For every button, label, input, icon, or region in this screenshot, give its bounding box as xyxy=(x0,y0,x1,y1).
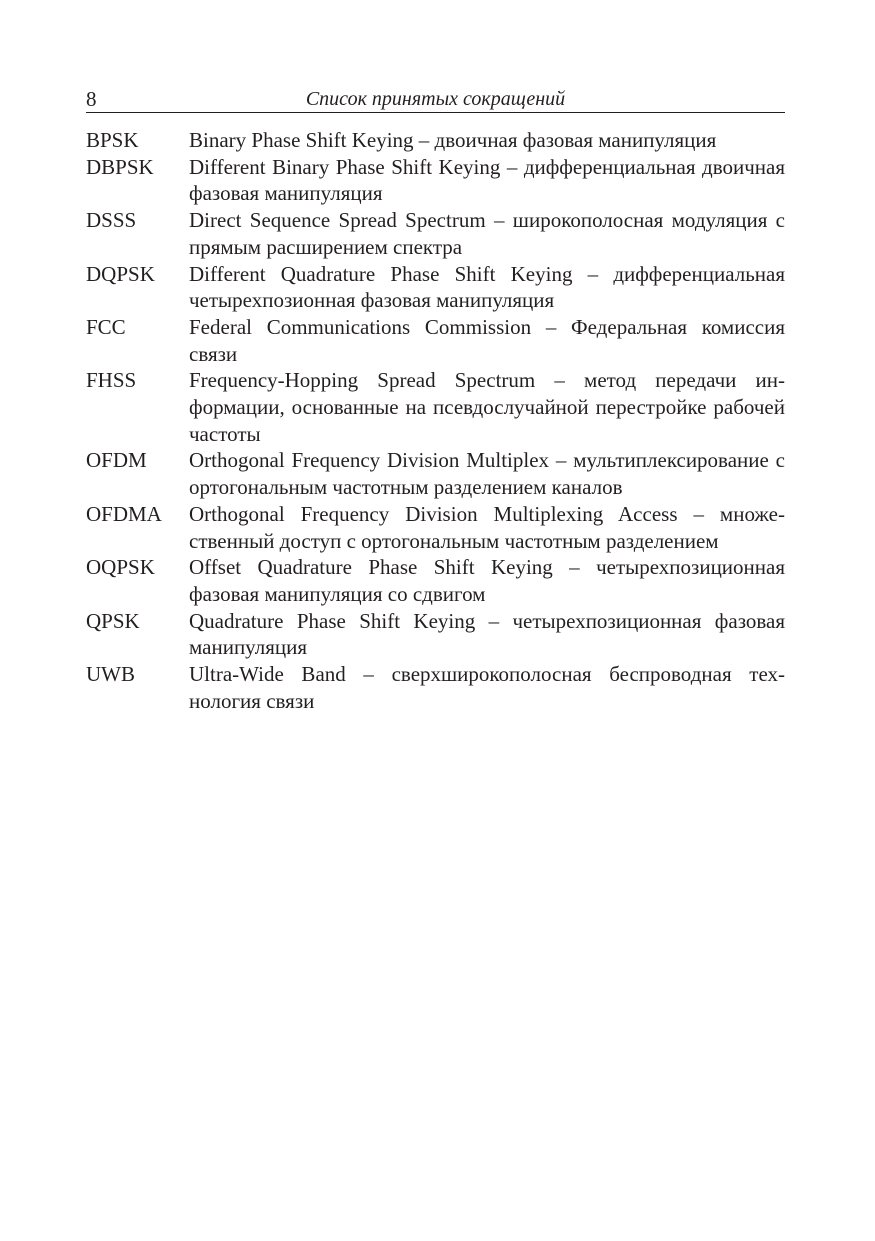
abbreviation-term: QPSK xyxy=(86,608,140,633)
abbreviation-term: FHSS xyxy=(86,368,137,393)
abbreviation-term: DSSS xyxy=(86,208,137,233)
abbreviation-term: OFDM xyxy=(86,448,147,473)
abbreviation-term: OQPSK xyxy=(86,555,155,580)
abbreviation-definition: Quadrature Phase Shift Keying – четырехпозиционная фазовая манипуляция xyxy=(189,608,785,660)
abbreviation-term: UWB xyxy=(86,662,135,687)
list-item xyxy=(86,367,785,447)
list-item xyxy=(86,314,785,367)
page-number: 8 xyxy=(86,87,97,111)
abbreviation-term: BPSK xyxy=(86,128,139,152)
abbreviation-term: DBPSK xyxy=(86,154,154,179)
list-item xyxy=(86,447,785,500)
running-title: Список принятых сокращений xyxy=(305,88,566,110)
page-header xyxy=(86,86,785,113)
abbreviation-definition: Orthogonal Frequency Division Multiplexing Access – множественный доступ с ортогональным частотным разделением xyxy=(189,501,785,553)
abbreviation-definition: Different Binary Phase Shift Keying – дифференциальная двоичная фазовая манипуляция xyxy=(189,154,785,206)
abbreviation-list xyxy=(86,127,785,714)
abbreviation-definition: Direct Sequence Spread Spectrum – широкополосная модуляция с прямым расширением спектра xyxy=(189,208,785,259)
list-item xyxy=(86,661,785,714)
list-item xyxy=(86,608,785,661)
abbreviation-term: FCC xyxy=(86,314,126,339)
list-item xyxy=(86,554,785,607)
abbreviation-definition: Offset Quadrature Phase Shift Keying – четырехпозиционная фазовая манипуляция со сдвигом xyxy=(189,555,785,606)
abbreviation-term: DQPSK xyxy=(86,261,155,286)
abbreviation-definition: Orthogonal Frequency Division Multiplex – мультиплексирование с ортогональным частотным разделением каналов xyxy=(189,448,785,500)
list-item xyxy=(86,154,785,207)
abbreviation-definition: Binary Phase Shift Keying – двоичная фазовая манипуляция xyxy=(189,128,717,152)
abbreviation-definition: Ultra-Wide Band – сверхширокополосная беспроводная технология связи xyxy=(189,662,785,713)
list-item xyxy=(86,207,785,260)
list-item xyxy=(86,501,785,554)
list-item xyxy=(86,261,785,314)
abbreviation-definition: Different Quadrature Phase Shift Keying – дифференциальная четырехпозионная фазовая манипуляция xyxy=(189,261,785,313)
list-item xyxy=(86,127,785,154)
abbreviation-term: OFDMA xyxy=(86,501,162,526)
abbreviation-definition: Federal Communications Commission – Федеральная комиссия связи xyxy=(189,314,785,366)
abbreviation-definition: Frequency-Hopping Spread Spectrum – метод передачи информации, основанные на псевдослучайной перестройке рабочей частоты xyxy=(189,368,785,446)
